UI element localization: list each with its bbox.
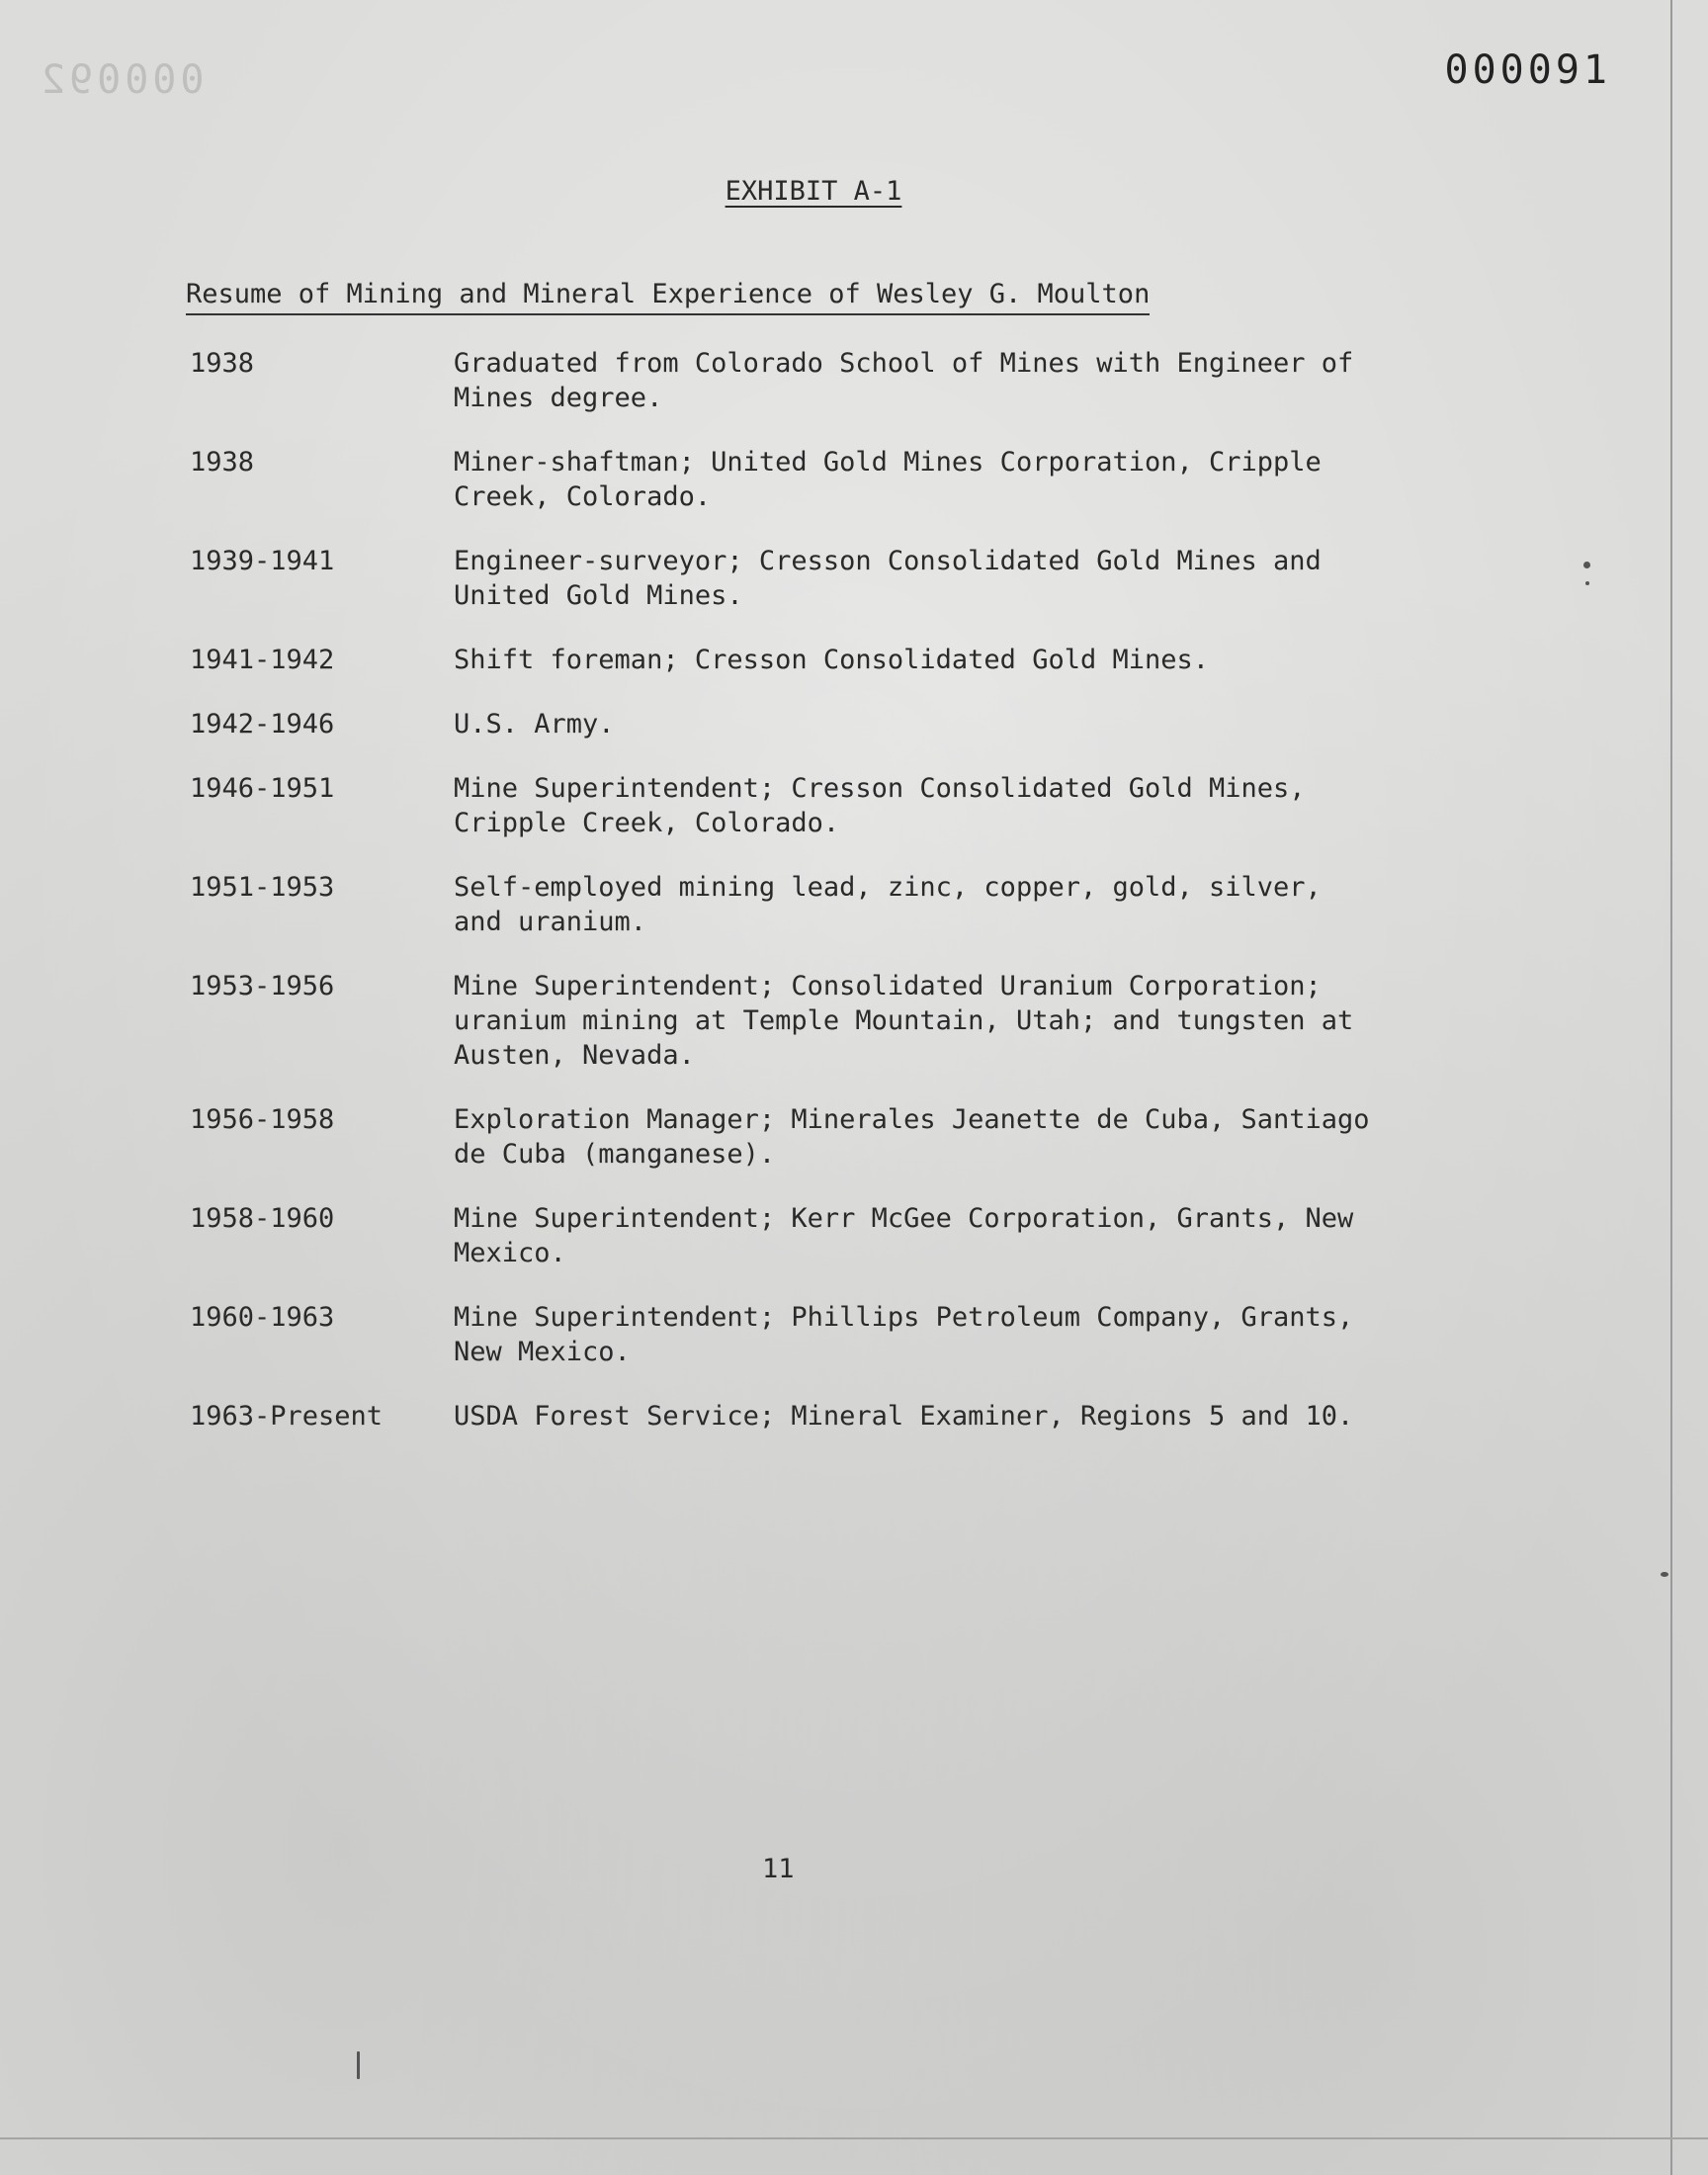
experience-entry xyxy=(190,870,1475,939)
experience-entry xyxy=(190,346,1475,415)
entry-description: Mine Superintendent; Phillips Petroleum Company, Grants, New Mexico. xyxy=(454,1302,1354,1367)
exhibit-title: EXHIBIT A-1 xyxy=(725,176,902,207)
experience-entry xyxy=(190,771,1475,840)
entry-description: Exploration Manager; Minerales Jeanette de Cuba, Santiago de Cuba (manganese). xyxy=(454,1104,1370,1170)
scan-speck xyxy=(1661,1572,1668,1577)
page-number: 11 xyxy=(762,1854,795,1884)
entry-years: 1939-1941 xyxy=(190,546,335,576)
experience-entry xyxy=(190,1102,1475,1172)
experience-list xyxy=(190,346,1475,1434)
experience-entry xyxy=(190,1201,1475,1270)
entry-description: Graduated from Colorado School of Mines with Engineer of Mines degree. xyxy=(454,348,1354,413)
entry-years: 1938 xyxy=(190,447,255,478)
entry-description: Self-employed mining lead, zinc, copper, gold, silver, and uranium. xyxy=(454,872,1322,937)
scan-speck xyxy=(1585,581,1589,585)
entry-years: 1951-1953 xyxy=(190,872,335,903)
scan-speck xyxy=(357,2051,360,2079)
experience-entry xyxy=(190,544,1475,613)
entry-description: Shift foreman; Cresson Consolidated Gold Mines. xyxy=(454,645,1210,675)
entry-description: Mine Superintendent; Consolidated Uranium Corporation; uranium mining at Temple Mountain, Utah; and tungsten at Austen, Nevada. xyxy=(454,971,1354,1071)
entry-years: 1942-1946 xyxy=(190,709,335,740)
entry-description: USDA Forest Service; Mineral Examiner, Regions 5 and 10. xyxy=(454,1401,1354,1432)
experience-entry xyxy=(190,707,1475,741)
entry-description: Engineer-surveyor; Cresson Consolidated Gold Mines and United Gold Mines. xyxy=(454,546,1322,611)
scan-edge-bottom xyxy=(0,2137,1708,2139)
entry-years: 1956-1958 xyxy=(190,1104,335,1135)
experience-entry xyxy=(190,445,1475,514)
experience-entry xyxy=(190,969,1475,1073)
entry-years: 1963-Present xyxy=(190,1401,384,1432)
resume-heading: Resume of Mining and Mineral Experience of Wesley G. Moulton xyxy=(186,279,1150,315)
experience-entry xyxy=(190,1399,1475,1434)
bates-number-ghost: 000092 xyxy=(38,57,205,103)
scan-speck xyxy=(1583,562,1590,568)
bates-number: 000091 xyxy=(1444,47,1611,93)
entry-years: 1946-1951 xyxy=(190,773,335,804)
entry-description: Miner-shaftman; United Gold Mines Corporation, Cripple Creek, Colorado. xyxy=(454,447,1322,512)
entry-years: 1958-1960 xyxy=(190,1203,335,1234)
entry-years: 1941-1942 xyxy=(190,645,335,675)
experience-entry xyxy=(190,643,1475,677)
experience-entry xyxy=(190,1300,1475,1369)
entry-years: 1960-1963 xyxy=(190,1302,335,1333)
entry-description: Mine Superintendent; Cresson Consolidated Gold Mines, Cripple Creek, Colorado. xyxy=(454,773,1306,838)
entry-years: 1953-1956 xyxy=(190,971,335,1001)
scan-edge-right xyxy=(1670,0,1672,2175)
entry-years: 1938 xyxy=(190,348,255,379)
entry-description: Mine Superintendent; Kerr McGee Corporation, Grants, New Mexico. xyxy=(454,1203,1354,1268)
entry-description: U.S. Army. xyxy=(454,709,615,740)
